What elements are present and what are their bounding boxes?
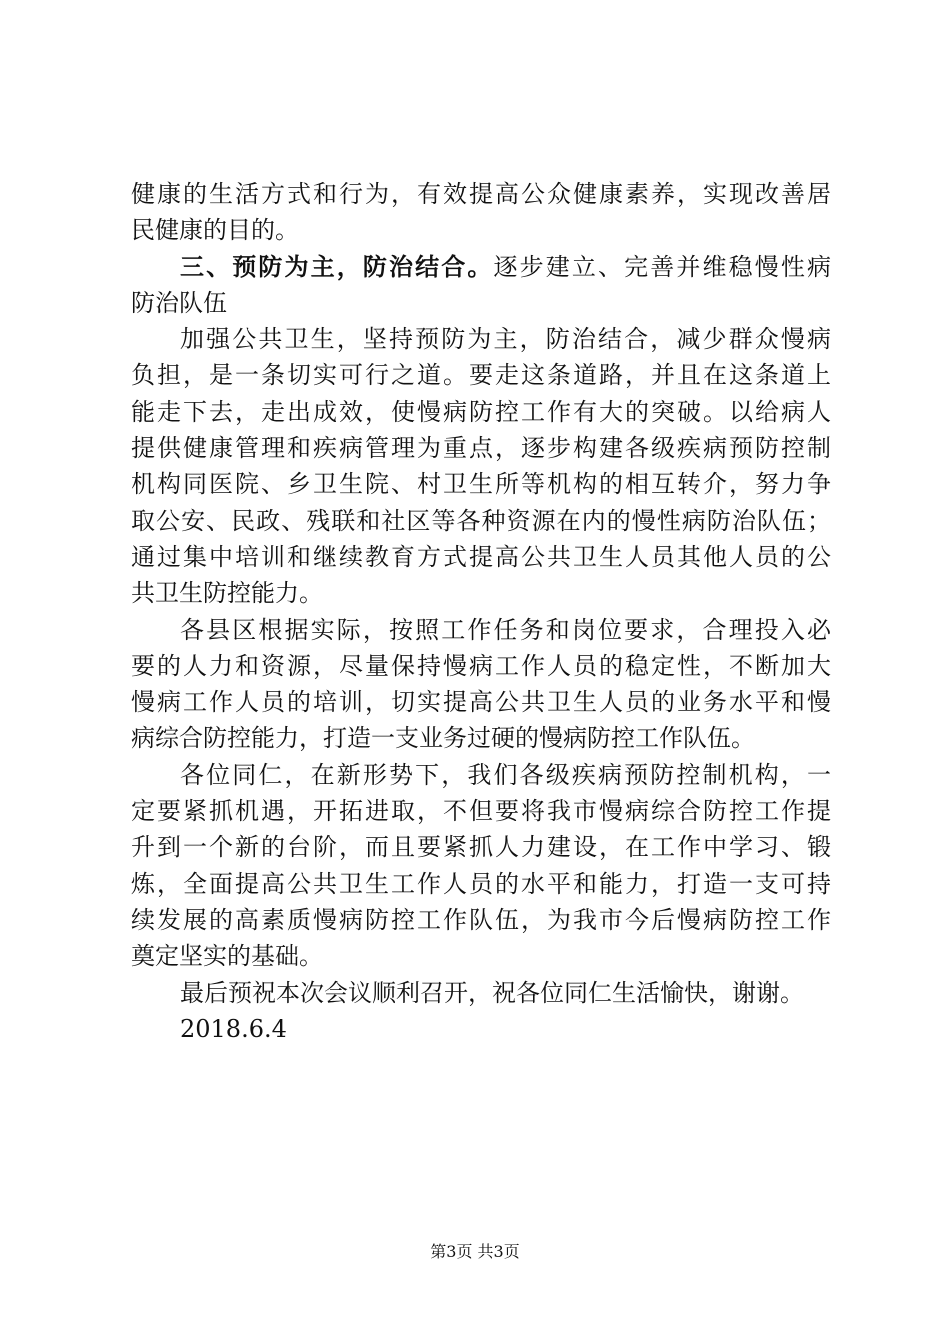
text-line: 能走下去，走出成效，使慢病防控工作有大的突破。以给病人 [131, 397, 831, 426]
text-line: 提供健康管理和疾病管理为重点，逐步构建各级疾病预防控制 [131, 434, 831, 463]
text-line: 炼，全面提高公共卫生工作人员的水平和能力，打造一支可持 [131, 869, 831, 898]
text-line: 奠定坚实的基础。 [131, 942, 323, 971]
date-line: 2018.6.4 [180, 1014, 287, 1043]
text-line: 定要紧抓机遇，开拓进取，不但要将我市慢病综合防控工作提 [131, 797, 831, 826]
text-line: 慢病工作人员的培训，切实提高公共卫生人员的业务水平和慢 [131, 688, 831, 717]
text-line: 机构同医院、乡卫生院、村卫生所等机构的相互转介，努力争 [131, 470, 831, 499]
text-line: 健康的生活方式和行为，有效提高公众健康素养，实现改善居 [131, 180, 831, 208]
closing-line: 最后预祝本次会议顺利召开，祝各位同仁生活愉快，谢谢。 [180, 978, 804, 1007]
text-line: 升到一个新的台阶，而且要紧抓人力建设，在工作中学习、锻 [131, 833, 831, 862]
page-footer: 第3页 共3页 [430, 1242, 520, 1261]
text-line: 防治队伍 [131, 288, 227, 317]
text-line: 要的人力和资源，尽量保持慢病工作人员的稳定性，不断加大 [131, 651, 831, 680]
text-line: 通过集中培训和继续教育方式提高公共卫生人员其他人员的公 [131, 542, 831, 571]
document-body [131, 176, 831, 1047]
text-line: 续发展的高素质慢病防控工作队伍，为我市今后慢病防控工作 [131, 905, 831, 934]
text-line: 民健康的目的。 [131, 216, 299, 245]
paragraph-start-line: 加强公共卫生，坚持预防为主，防治结合，减少群众慢病 [180, 325, 831, 354]
paragraph-start-line: 各位同仁，在新形势下，我们各级疾病预防控制机构，一 [180, 760, 831, 789]
text-line: 负担，是一条切实可行之道。要走这条道路，并且在这条道上 [131, 361, 831, 390]
text-line: 共卫生防控能力。 [131, 579, 323, 608]
paragraph-start-line: 各县区根据实际，按照工作任务和岗位要求，合理投入必 [180, 615, 831, 644]
section-heading-rest: 逐步建立、完善并维稳慢性病 [493, 252, 831, 281]
section-heading-line [131, 249, 831, 285]
section-heading: 三、预防为主，防治结合。 [180, 252, 494, 281]
text-line: 取公安、民政、残联和社区等各种资源在内的慢性病防治队伍； [131, 506, 831, 535]
text-line: 病综合防控能力，打造一支业务过硬的慢病防控工作队伍。 [131, 724, 755, 753]
